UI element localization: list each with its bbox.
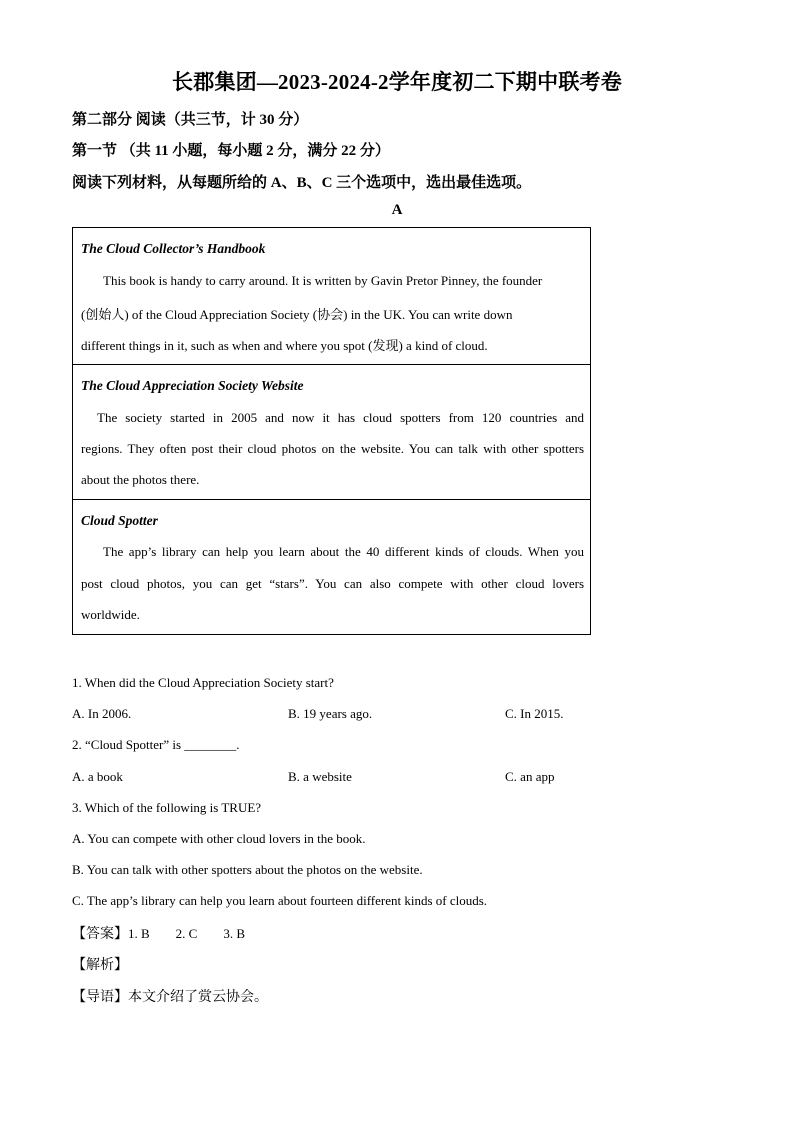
answer-item: 3. B <box>223 926 246 941</box>
analysis-tag: 【解析】 <box>72 958 128 973</box>
block-line: This book is handy to carry around. It is written by Gavin Pretor Pinney, the founder <box>103 273 543 288</box>
block-line: post cloud photos, you can get “stars”. You can also compete with other cloud lovers <box>81 576 584 591</box>
option-3c: C. The app’s library can help you learn about fourteen different kinds of clouds. <box>72 893 488 908</box>
block-title: The Cloud Appreciation Society Website <box>81 378 304 393</box>
block-line: worldwide. <box>81 607 140 622</box>
passage-label: A <box>391 202 403 218</box>
block-line: about the photos there. <box>81 472 200 487</box>
block-line: The app’s library can help you learn about the 40 different kinds of clouds. When you <box>103 544 584 559</box>
passage-block-app <box>73 499 590 634</box>
intro-tag: 【导语】 <box>72 990 128 1005</box>
answer-item: 2. C <box>175 926 198 941</box>
block-line: different things in it, such as when and where you spot (发现) a kind of cloud. <box>81 338 488 353</box>
question-stem-2: 2. “Cloud Spotter” is ________. <box>72 737 240 752</box>
option-2a: A. a book <box>72 769 123 784</box>
answer-line <box>72 923 245 943</box>
option-2b: B. a website <box>288 769 352 784</box>
option-1c: C. In 2015. <box>505 706 564 721</box>
passage-block-website <box>73 364 590 499</box>
intro-line <box>72 986 268 1006</box>
option-1b: B. 19 years ago. <box>288 706 373 721</box>
passage-box <box>72 227 591 635</box>
block-title: Cloud Spotter <box>81 513 158 528</box>
option-1a: A. In 2006. <box>72 706 132 721</box>
page-title: 长郡集团—2023-2024-2学年度初二下期中联考卷 <box>172 70 622 94</box>
part-heading: 第二部分 阅读（共三节，计 30 分） <box>72 112 309 128</box>
block-line: regions. They often post their cloud photos on the website. You can talk with other spotters <box>81 441 584 456</box>
option-2c: C. an app <box>505 769 555 784</box>
option-3b: B. You can talk with other spotters about the photos on the website. <box>72 862 423 877</box>
question-stem-1: 1. When did the Cloud Appreciation Society start? <box>72 675 334 690</box>
question-stem-3: 3. Which of the following is TRUE? <box>72 800 262 815</box>
passage-block-handbook <box>73 228 590 364</box>
instruction: 阅读下列材料，从每题所给的 A、B、C 三个选项中，选出最佳选项。 <box>72 175 532 191</box>
intro-text: 本文介绍了赏云协会。 <box>128 990 268 1005</box>
answer-tag: 【答案】 <box>72 927 128 942</box>
block-line: The society started in 2005 and now it has cloud spotters from 120 countries and <box>97 410 584 425</box>
block-title: The Cloud Collector’s Handbook <box>81 241 266 256</box>
option-3a: A. You can compete with other cloud lovers in the book. <box>72 831 366 846</box>
answer-item: 1. B <box>128 926 150 941</box>
section-heading: 第一节 （共 11 小题，每小题 2 分，满分 22 分） <box>72 143 390 159</box>
block-line: (创始人) of the Cloud Appreciation Society (协会) in the UK. You can write down <box>81 307 513 322</box>
